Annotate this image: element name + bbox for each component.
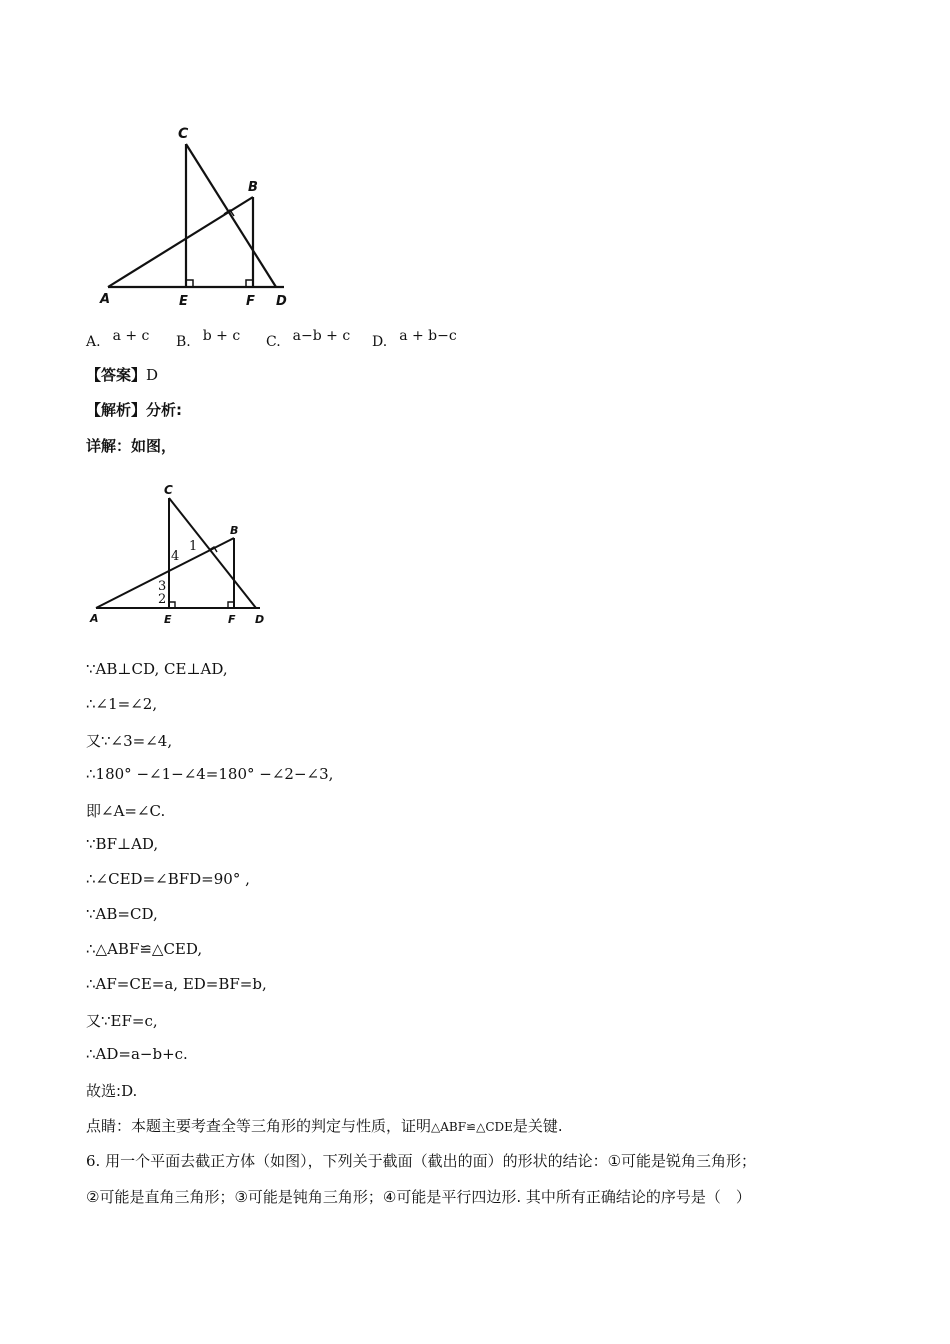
option-text: a + c xyxy=(112,328,150,344)
fig2-angle-4: 4 xyxy=(171,549,180,564)
fig1-label-d: D xyxy=(276,294,287,309)
proof-line: ∴△ABF≌△CED, xyxy=(86,940,203,958)
fig2-angle-3: 3 xyxy=(158,579,167,594)
option-letter: D. xyxy=(372,334,388,350)
proof-line: ∴180° −∠1−∠4=180° −∠2−∠3, xyxy=(86,765,334,783)
question-number: 6. xyxy=(86,1152,101,1170)
fig2-label-d: D xyxy=(255,613,265,626)
comment-prefix: 点睛：本题主要考查全等三角形的判定与性质，证明 xyxy=(86,1117,432,1135)
fig1-label-b: B xyxy=(248,180,258,195)
fig1-label-c: C xyxy=(178,126,189,142)
analysis-line xyxy=(86,399,182,420)
proof-line: ∴AF=CE=a, ED=BF=b, xyxy=(86,975,267,993)
proof-line: 故选:D. xyxy=(86,1082,138,1100)
option-b[interactable] xyxy=(176,328,241,350)
fig2-label-b: B xyxy=(230,524,239,537)
option-c[interactable] xyxy=(266,328,351,350)
fig1-label-f: F xyxy=(246,294,255,309)
fig2-label-a: A xyxy=(90,612,99,625)
fig2-label-e: E xyxy=(164,613,172,626)
option-a[interactable] xyxy=(86,328,150,350)
option-text: a + b−c xyxy=(399,328,457,344)
option-letter: C. xyxy=(266,334,281,350)
comment-math: △ABF≌△CDE xyxy=(431,1120,513,1134)
analysis-text: 分析: xyxy=(146,401,183,419)
proof-line: ∴∠1=∠2, xyxy=(86,695,158,713)
comment-line xyxy=(86,1115,563,1136)
answer-value: D xyxy=(146,366,159,384)
figure-1 xyxy=(96,120,306,315)
proof-line: ∵AB=CD, xyxy=(86,905,158,923)
proof-line: 又∵EF=c, xyxy=(86,1012,158,1030)
fig1-label-a: A xyxy=(100,292,111,307)
analysis-tag: 【解析】 xyxy=(86,401,147,419)
fig2-angle-1: 1 xyxy=(189,539,198,554)
fig1-label-e: E xyxy=(179,294,188,309)
fig2-angle-2: 2 xyxy=(158,592,167,607)
detail-line: 详解：如图， xyxy=(86,437,177,455)
proof-line: ∵BF⊥AD, xyxy=(86,835,159,853)
proof-line: ∵AB⊥CD, CE⊥AD, xyxy=(86,660,228,678)
option-letter: A. xyxy=(86,334,101,350)
question-6-line-1: 6. 用一个平面去截正方体（如图），下列关于截面（截出的面）的形状的结论：①可能是锐角三角形； xyxy=(86,1152,757,1170)
fig2-label-f: F xyxy=(228,613,236,626)
figure-2 xyxy=(88,482,278,628)
fig2-label-c: C xyxy=(164,483,173,497)
option-letter: B. xyxy=(176,334,191,350)
option-d[interactable] xyxy=(372,328,457,350)
comment-suffix: 是关键. xyxy=(512,1117,563,1135)
answer-line xyxy=(86,364,158,385)
proof-line: 又∵∠3=∠4, xyxy=(86,732,173,750)
option-text: a−b + c xyxy=(292,328,351,344)
proof-line: 即∠A=∠C. xyxy=(86,802,166,820)
proof-line: ∴AD=a−b+c. xyxy=(86,1045,188,1063)
proof-line: ∴∠CED=∠BFD=90° , xyxy=(86,870,250,888)
question-6-line-2: ②可能是直角三角形；③可能是钝角三角形；④可能是平行四边形. 其中所有正确结论的序号是（ ） xyxy=(86,1188,751,1206)
option-text: b + c xyxy=(202,328,241,344)
answer-tag: 【答案】 xyxy=(86,366,147,384)
